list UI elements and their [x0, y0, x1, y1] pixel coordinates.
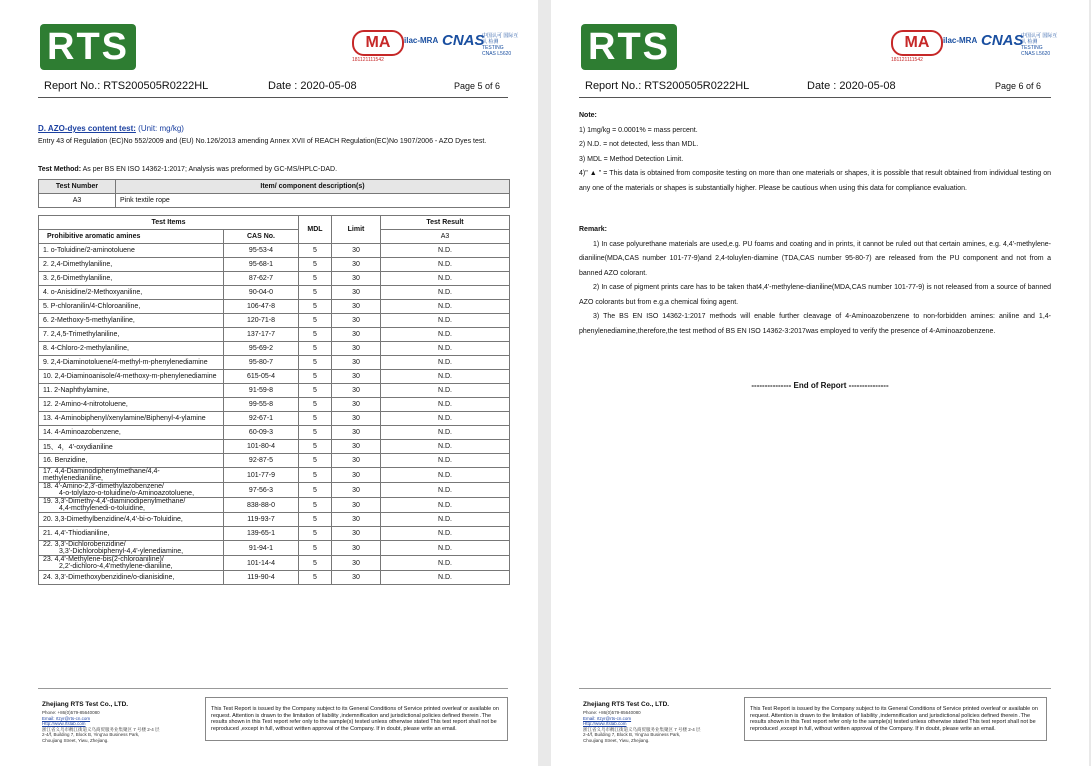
- result-value: N.D.: [381, 556, 510, 571]
- remark-item: 2) In case of pigment prints care has to be taken that4,4'-methylene-dianiline(MDA,CAS number 101-77-9) is not released from a source of banned AZO colorants but from e.g.a chemical fixing agent.: [579, 284, 1051, 306]
- cas-number: 101-77-9: [224, 468, 299, 483]
- cas-number: 91-94-1: [224, 541, 299, 556]
- result-value: N.D.: [381, 384, 510, 398]
- mdl-value: 5: [299, 483, 332, 498]
- cas-number: 101-80-4: [224, 440, 299, 454]
- header-divider: [38, 97, 508, 98]
- limit-value: 30: [332, 454, 381, 468]
- mdl-value: 5: [299, 286, 332, 300]
- regulation-entry: Entry 43 of Regulation (EC)No 552/2009 and (EU) No.126/2013 amending Annex XVII of REACH Regulation(EC)No 1907/2006 - AZO Dyes test.: [38, 138, 487, 145]
- report-date: Date : 2020-05-08: [807, 80, 896, 92]
- amine-name: 16. Benzidine,: [39, 454, 224, 468]
- col-mdl: MDL: [299, 216, 332, 244]
- amine-name: 17. 4,4-Diaminodiphenylmethane/4,4-methylenedianiline,: [39, 468, 224, 483]
- amine-name: 10. 2,4-Diaminoanisole/4-methoxy-m-phenylenediamine: [39, 370, 224, 384]
- table-row: [39, 498, 510, 513]
- cas-number: 97-56-3: [224, 483, 299, 498]
- limit-value: 30: [332, 244, 381, 258]
- mdl-value: 5: [299, 426, 332, 440]
- report-number: Report No.: RTS200505R0222HL: [585, 80, 750, 92]
- table-row: [39, 513, 510, 527]
- amine-name: 23. 4,4'-Methylene-bis(2-chloroaniline)/ 2,2'-dichloro-4,4'methylene-dianiline,: [39, 556, 224, 571]
- limit-value: 30: [332, 426, 381, 440]
- amine-name: 6. 2-Methoxy-5-methylaniline,: [39, 314, 224, 328]
- mdl-value: 5: [299, 513, 332, 527]
- table-row: [39, 527, 510, 541]
- cnas-logo: CNAS: [981, 32, 1024, 49]
- mdl-value: 5: [299, 556, 332, 571]
- report-number: Report No.: RTS200505R0222HL: [44, 80, 209, 92]
- amine-name: 13. 4-Aminobiphenyl/xenylamine/Biphenyl-4-ylamine: [39, 412, 224, 426]
- remarks-title: Remark:: [579, 226, 608, 233]
- cas-number: 615-05-4: [224, 370, 299, 384]
- mdl-value: 5: [299, 454, 332, 468]
- table-row: [39, 412, 510, 426]
- mdl-value: 5: [299, 571, 332, 585]
- notes-title: Note:: [579, 112, 597, 119]
- test-method: Test Method: As per BS EN ISO 14362-1:2017; Analysis was preformed by GC-MS/HPLC-DAD.: [38, 166, 338, 173]
- result-value: N.D.: [381, 412, 510, 426]
- limit-value: 30: [332, 342, 381, 356]
- result-value: N.D.: [381, 498, 510, 513]
- note-item: 4)" ▲ " = This data is obtained from composite testing on more than one materials or shapes, it is possible that result obtained from individual testing on any one of the materials or shapes is substantially higher. Please be cautious when using this data for compliance evaluation.: [579, 170, 1051, 192]
- mdl-value: 5: [299, 258, 332, 272]
- result-value: N.D.: [381, 483, 510, 498]
- cas-number: 101-14-4: [224, 556, 299, 571]
- footer-disclaimer: This Test Report is issued by the Company subject to its General Conditions of Service printed overleaf or available on request. Attention is drawn to the limitation of liability ,indemnification and jurisdictional policies defined therein .The results shown in this Test report refer only to the sample(s) tested unless otherwise stated This test report shall not be reproduced ,except in full, without written approval of the Company. If in doubt, please write an email.: [744, 697, 1047, 741]
- mdl-value: 5: [299, 541, 332, 556]
- footer-company: Zhejiang RTS Test Co., LTD.: [42, 701, 129, 708]
- cas-number: 91-59-8: [224, 384, 299, 398]
- limit-value: 30: [332, 314, 381, 328]
- cas-number: 95-69-2: [224, 342, 299, 356]
- report-date: Date : 2020-05-08: [268, 80, 357, 92]
- limit-value: 30: [332, 398, 381, 412]
- limit-value: 30: [332, 571, 381, 585]
- sample-table: [38, 179, 510, 208]
- cas-number: 95-80-7: [224, 356, 299, 370]
- cas-number: 90-04-0: [224, 286, 299, 300]
- footer-website[interactable]: Http://www.rtslab.com: [42, 721, 86, 726]
- table-row: [39, 483, 510, 498]
- cas-number: 95-53-4: [224, 244, 299, 258]
- report-header: [579, 80, 1051, 96]
- amine-name: 21. 4,4'-Thiodianiline,: [39, 527, 224, 541]
- mdl-value: 5: [299, 468, 332, 483]
- result-value: N.D.: [381, 440, 510, 454]
- amine-name: 18. 4'-Amino-2,3'-dimethylazobenzene/ 4-o-tolylazo-o-toluidine/o-Aminoazotoluene,: [39, 483, 224, 498]
- result-value: N.D.: [381, 328, 510, 342]
- mdl-value: 5: [299, 412, 332, 426]
- notes-section: [579, 109, 1051, 196]
- report-page-6: [551, 0, 1089, 766]
- footer-disclaimer: This Test Report is issued by the Company subject to its General Conditions of Service printed overleaf or available on request. Attention is drawn to the limitation of liability ,indemnification and jurisdictional policies defined therein .The results shown in this Test report refer only to the sample(s) tested unless otherwise stated This test report shall not be reproduced ,except in full, without written approval of the Company. If in doubt, please write an email.: [205, 697, 508, 741]
- amine-name: 3. 2,6-Dimethylaniline,: [39, 272, 224, 286]
- cas-number: 838-88-0: [224, 498, 299, 513]
- rts-logo: RTS: [40, 24, 136, 70]
- result-value: N.D.: [381, 541, 510, 556]
- limit-value: 30: [332, 527, 381, 541]
- table-row: [39, 440, 510, 454]
- table-row: [39, 370, 510, 384]
- limit-value: 30: [332, 513, 381, 527]
- note-item: 2) N.D. = not detected, less than MDL.: [579, 141, 699, 148]
- mdl-value: 5: [299, 398, 332, 412]
- amine-name: 24. 3,3'-Dimethoxybenzidine/o-dianisidine,: [39, 571, 224, 585]
- cas-number: 92-67-1: [224, 412, 299, 426]
- cnas-label: 中国认可 国际互认 检测 TESTING CNAS L5620: [482, 33, 519, 57]
- col-sample-a3: A3: [381, 230, 510, 244]
- cas-number: 139-65-1: [224, 527, 299, 541]
- footer-divider: [38, 688, 508, 689]
- results-table: [38, 215, 510, 585]
- table-row: [39, 314, 510, 328]
- cas-number: 137-17-7: [224, 328, 299, 342]
- limit-value: 30: [332, 370, 381, 384]
- table-row: [39, 571, 510, 585]
- header-divider: [579, 97, 1051, 98]
- col-test-items: Test Items: [39, 216, 299, 230]
- amine-name: 15、4，4'-oxydianiline: [39, 440, 224, 454]
- result-value: N.D.: [381, 571, 510, 585]
- cas-number: 119-93-7: [224, 513, 299, 527]
- sample-number: A3: [39, 194, 116, 208]
- table-row: [39, 328, 510, 342]
- cma-logo: MA: [891, 30, 943, 56]
- result-value: N.D.: [381, 426, 510, 440]
- amine-name: 11. 2-Naphthylamine,: [39, 384, 224, 398]
- limit-value: 30: [332, 356, 381, 370]
- result-value: N.D.: [381, 314, 510, 328]
- amine-name: 4. o-Anisidine/2-Methoxyaniline,: [39, 286, 224, 300]
- cas-number: 87-62-7: [224, 272, 299, 286]
- cas-number: 92-87-5: [224, 454, 299, 468]
- report-header: [38, 80, 508, 96]
- mdl-value: 5: [299, 328, 332, 342]
- result-value: N.D.: [381, 527, 510, 541]
- cas-number: 95-68-1: [224, 258, 299, 272]
- amine-name: 19. 3,3'-Dimethy-4,4'-diaminodipenylmethane/ 4,4-mcthylenedi-o-toluidine,: [39, 498, 224, 513]
- note-item: 1) 1mg/kg = 0.0001% = mass percent.: [579, 126, 698, 134]
- result-value: N.D.: [381, 468, 510, 483]
- amine-name: 9. 2,4-Diaminotoluene/4-methyl-m-phenylenediamine: [39, 356, 224, 370]
- table-row: [39, 258, 510, 272]
- footer-contact: Phone: +86(0)579-85640080 Email: rtzyr@rts-cn.com Http://www.rtslab.com 浙江省义乌市稠江街道义乌商贸服务业集聚区 7 号楼 2-4 层 2-4/f, Building 7, Block B, Ying'ao Business Park, Choujiang Street, Yiwu, Zhejiang.: [583, 710, 723, 743]
- mdl-value: 5: [299, 272, 332, 286]
- mdl-value: 5: [299, 370, 332, 384]
- result-value: N.D.: [381, 398, 510, 412]
- result-value: N.D.: [381, 272, 510, 286]
- cas-number: 106-47-8: [224, 300, 299, 314]
- footer-website[interactable]: Http://www.rtslab.com: [583, 721, 627, 726]
- mdl-value: 5: [299, 440, 332, 454]
- amine-name: 7. 2,4,5-Trimethylaniline,: [39, 328, 224, 342]
- cnas-label: 中国认可 国际互认 检测 TESTING CNAS L5620: [1021, 33, 1058, 57]
- table-row: [39, 356, 510, 370]
- limit-value: 30: [332, 412, 381, 426]
- table-row: [39, 556, 510, 571]
- table-row: [39, 426, 510, 440]
- result-value: N.D.: [381, 342, 510, 356]
- remark-item: 3) The BS EN ISO 14362-1:2017 methods will enable further cleavage of 4-Aminoazobenzene to non-forbidden amines: aniline and 1,4-phenylenediamine,therefore,the test method of BS EN ISO 14362-3:2017was employed to verify the presence of 4-Aminoazobenzene.: [579, 313, 1051, 335]
- mdl-value: 5: [299, 300, 332, 314]
- mdl-value: 5: [299, 527, 332, 541]
- sample-description: Pink textile rope: [116, 194, 510, 208]
- certification-logos: [352, 30, 522, 66]
- cma-number: 181121111542: [352, 57, 384, 63]
- amine-name: 2. 2,4-Dimethylaniline,: [39, 258, 224, 272]
- table-row: [39, 286, 510, 300]
- col-limit: Limit: [332, 216, 381, 244]
- cas-number: 119-90-4: [224, 571, 299, 585]
- result-value: N.D.: [381, 258, 510, 272]
- amine-name: 5. P-chloranilin/4-Chloroaniline,: [39, 300, 224, 314]
- amine-name: 20. 3,3-Dimethylbenzidine/4,4'-bi-o-Toluidine,: [39, 513, 224, 527]
- table-row: [39, 272, 510, 286]
- col-cas-no: CAS No.: [224, 230, 299, 244]
- result-value: N.D.: [381, 286, 510, 300]
- limit-value: 30: [332, 556, 381, 571]
- cas-number: 99-55-8: [224, 398, 299, 412]
- table-row: [39, 541, 510, 556]
- limit-value: 30: [332, 328, 381, 342]
- note-item: 3) MDL = Method Detection Limit.: [579, 155, 684, 163]
- mdl-value: 5: [299, 244, 332, 258]
- limit-value: 30: [332, 440, 381, 454]
- mdl-value: 5: [299, 314, 332, 328]
- cma-number: 181121111542: [891, 57, 923, 63]
- result-value: N.D.: [381, 370, 510, 384]
- result-value: N.D.: [381, 244, 510, 258]
- ilac-mra-logo: ilac-MRA: [943, 36, 978, 45]
- certification-logos: [891, 30, 1061, 66]
- section-title: D. AZO-dyes content test: (Unit: mg/kg): [38, 124, 184, 133]
- footer-email[interactable]: Email: rtzyr@rts-cn.com: [42, 715, 91, 721]
- footer-contact: Phone: +86(0)579-85640080 Email: rtzyr@rts-cn.com Http://www.rtslab.com 浙江省义乌市稠江街道义乌商贸服务业集聚区 7 号楼 2-4 层 2-4/f, Building 7, Block B, Ying'ao Business Park, Choujiang Street, Yiwu, Zhejiang.: [42, 710, 182, 743]
- footer-email[interactable]: Email: rtzyr@rts-cn.com: [583, 715, 632, 721]
- table-row: [39, 300, 510, 314]
- col-test-result: Test Result: [381, 216, 510, 230]
- result-value: N.D.: [381, 300, 510, 314]
- result-value: N.D.: [381, 513, 510, 527]
- mdl-value: 5: [299, 498, 332, 513]
- footer-company: Zhejiang RTS Test Co., LTD.: [583, 701, 670, 708]
- mdl-value: 5: [299, 342, 332, 356]
- ilac-mra-logo: ilac-MRA: [404, 36, 439, 45]
- limit-value: 30: [332, 498, 381, 513]
- table-row: [39, 342, 510, 356]
- limit-value: 30: [332, 300, 381, 314]
- cma-logo: MA: [352, 30, 404, 56]
- table-row: [39, 454, 510, 468]
- table-row: [39, 244, 510, 258]
- sub-header-amines: Prohibitive aromatic amines: [39, 230, 224, 244]
- table-row: [39, 384, 510, 398]
- limit-value: 30: [332, 286, 381, 300]
- cas-number: 60-09-3: [224, 426, 299, 440]
- footer-divider: [579, 688, 1051, 689]
- mdl-value: 5: [299, 384, 332, 398]
- result-value: N.D.: [381, 454, 510, 468]
- page-number: Page 5 of 6: [454, 81, 501, 91]
- table-row: [39, 398, 510, 412]
- table-row: [39, 468, 510, 483]
- col-test-number: Test Number: [39, 180, 116, 194]
- remarks-section: [579, 223, 1051, 339]
- amine-name: 8. 4-Chloro-2-methylaniline,: [39, 342, 224, 356]
- report-page-5: [0, 0, 538, 766]
- amine-name: 22. 3,3'-Dichlorobenzidine/ 3,3'-Dichlorobiphenyl-4,4'-ylenediamine,: [39, 541, 224, 556]
- mdl-value: 5: [299, 356, 332, 370]
- limit-value: 30: [332, 272, 381, 286]
- limit-value: 30: [332, 541, 381, 556]
- result-value: N.D.: [381, 356, 510, 370]
- limit-value: 30: [332, 384, 381, 398]
- rts-logo: RTS: [581, 24, 677, 70]
- cnas-logo: CNAS: [442, 32, 485, 49]
- limit-value: 30: [332, 468, 381, 483]
- limit-value: 30: [332, 483, 381, 498]
- amine-name: 14. 4-Aminoazobenzene,: [39, 426, 224, 440]
- remark-item: 1) In case polyurethane materials are used,e.g. PU foams and coating and in prints, it cannot be ruled out that certain amines, e.g. 4,4'-methylene-dianiline(MDA,CAS number 101-77-9)and 2,4-toluylen-diamine (TDA,CAS number 95-80-7) are released from the PU component and not from a banned AZO colorant.: [579, 240, 1051, 277]
- limit-value: 30: [332, 258, 381, 272]
- amine-name: 1. o-Toluidine/2-aminotoluene: [39, 244, 224, 258]
- page-number: Page 6 of 6: [995, 81, 1042, 91]
- cas-number: 120-71-8: [224, 314, 299, 328]
- amine-name: 12. 2-Amino-4-nitrotoluene,: [39, 398, 224, 412]
- col-description: Item/ component description(s): [116, 180, 510, 194]
- end-of-report: --------------- End of Report ---------------: [751, 381, 889, 390]
